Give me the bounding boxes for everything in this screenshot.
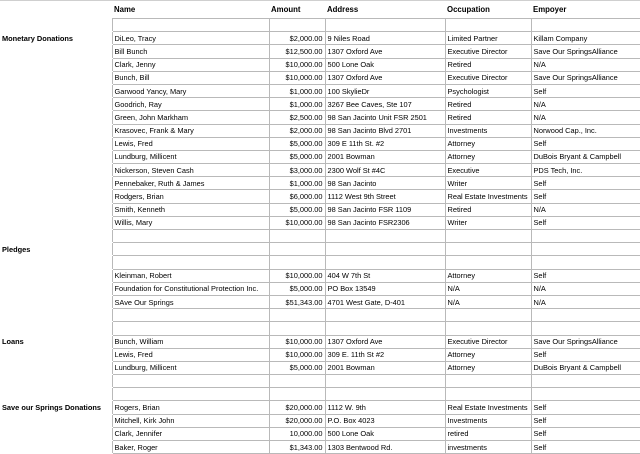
table-row bbox=[0, 71, 640, 84]
cell-employer[interactable]: PDS Tech, Inc. bbox=[531, 164, 640, 177]
cell-address[interactable]: 98 San Jacinto Unit FSR 2501 bbox=[325, 111, 445, 124]
cell-occupation[interactable]: Investments bbox=[445, 124, 531, 137]
cell-name[interactable]: Bunch, Bill bbox=[112, 71, 269, 84]
table-row bbox=[0, 348, 640, 361]
cell-amount[interactable]: $20,000.00 bbox=[269, 401, 325, 414]
cell-amount[interactable]: $51,343.00 bbox=[269, 295, 325, 308]
cell-amount[interactable] bbox=[269, 309, 325, 322]
cell-occupation[interactable]: Real Estate Investments bbox=[445, 401, 531, 414]
cell-occupation[interactable]: Executive Director bbox=[445, 335, 531, 348]
cell-employer[interactable] bbox=[531, 322, 640, 335]
table-row bbox=[0, 441, 640, 454]
table-row bbox=[0, 269, 640, 282]
cell-amount[interactable]: $10,000.00 bbox=[269, 335, 325, 348]
header-employer[interactable]: Empoyer bbox=[533, 4, 567, 14]
cell-section[interactable] bbox=[0, 137, 112, 150]
cell-address[interactable] bbox=[325, 322, 445, 335]
cell-employer[interactable]: Self bbox=[531, 84, 640, 97]
cell-section[interactable] bbox=[0, 177, 112, 190]
cell-address[interactable] bbox=[325, 375, 445, 388]
table-row bbox=[0, 150, 640, 163]
cell-address[interactable]: 309 E. 11th St #2 bbox=[325, 348, 445, 361]
table-row bbox=[0, 203, 640, 216]
table-row bbox=[0, 414, 640, 427]
cell-occupation[interactable]: Attorney bbox=[445, 137, 531, 150]
cell-name[interactable]: Pennebaker, Ruth & James bbox=[112, 177, 269, 190]
table-row bbox=[0, 32, 640, 45]
cell-section[interactable]: Pledges bbox=[0, 243, 112, 256]
cell-section[interactable] bbox=[0, 164, 112, 177]
cell-occupation[interactable]: Executive Director bbox=[445, 45, 531, 58]
cell-employer[interactable]: Self bbox=[531, 441, 640, 454]
cell-name[interactable]: Lundburg, Millicent bbox=[112, 150, 269, 163]
table-row bbox=[0, 388, 640, 401]
cell-amount[interactable]: $12,500.00 bbox=[269, 45, 325, 58]
cell-occupation[interactable]: Writer bbox=[445, 177, 531, 190]
cell-section[interactable] bbox=[0, 322, 112, 335]
cell-occupation[interactable] bbox=[445, 375, 531, 388]
cell-section[interactable] bbox=[0, 203, 112, 216]
cell-name[interactable]: Clark, Jennifer bbox=[112, 427, 269, 440]
cell-occupation[interactable]: Retired bbox=[445, 58, 531, 71]
cell-section[interactable] bbox=[0, 58, 112, 71]
cell-employer[interactable] bbox=[531, 256, 640, 269]
table-row bbox=[0, 190, 640, 203]
cell-section[interactable] bbox=[0, 124, 112, 137]
cell-employer[interactable] bbox=[531, 309, 640, 322]
table-row bbox=[0, 309, 640, 322]
cell-name[interactable]: Smith, Kenneth bbox=[112, 203, 269, 216]
table-row bbox=[0, 45, 640, 58]
cell-name[interactable]: Lundburg, Millicent bbox=[112, 361, 269, 374]
cell-amount[interactable]: $5,000.00 bbox=[269, 137, 325, 150]
header-section bbox=[0, 0, 112, 19]
cell-address[interactable]: 1307 Oxford Ave bbox=[325, 335, 445, 348]
cell-name[interactable] bbox=[112, 243, 269, 256]
cell-employer[interactable]: Norwood Cap., Inc. bbox=[531, 124, 640, 137]
cell-amount[interactable] bbox=[269, 322, 325, 335]
cell-name[interactable]: Nickerson, Steven Cash bbox=[112, 164, 269, 177]
cell-occupation[interactable]: investments bbox=[445, 441, 531, 454]
cell-address[interactable]: 500 Lone Oak bbox=[325, 58, 445, 71]
cell-name[interactable]: Rodgers, Brian bbox=[112, 190, 269, 203]
cell-amount[interactable]: $1,343.00 bbox=[269, 441, 325, 454]
cell-address[interactable] bbox=[325, 243, 445, 256]
cell-amount[interactable] bbox=[269, 375, 325, 388]
cell-address[interactable]: P.O. Box 4023 bbox=[325, 414, 445, 427]
cell-employer[interactable]: Self bbox=[531, 190, 640, 203]
cell-occupation[interactable] bbox=[445, 256, 531, 269]
cell-section[interactable] bbox=[0, 427, 112, 440]
cell-occupation[interactable]: Real Estate Investments bbox=[445, 190, 531, 203]
cell-occupation[interactable]: Investments bbox=[445, 414, 531, 427]
cell-name[interactable]: Clark, Jenny bbox=[112, 58, 269, 71]
table-body bbox=[0, 19, 640, 454]
cell-employer[interactable]: Killam Company bbox=[531, 32, 640, 45]
cell-occupation[interactable]: Limited Partner bbox=[445, 32, 531, 45]
cell-address[interactable]: 309 E 11th St. #2 bbox=[325, 137, 445, 150]
cell-section[interactable] bbox=[0, 295, 112, 308]
cell-name[interactable]: Kleinman, Robert bbox=[112, 269, 269, 282]
header-occupation[interactable]: Occupation bbox=[447, 4, 490, 14]
table-row bbox=[0, 84, 640, 97]
cell-amount[interactable]: $10,000.00 bbox=[269, 71, 325, 84]
cell-employer[interactable] bbox=[531, 243, 640, 256]
cell-employer[interactable]: N/A bbox=[531, 203, 640, 216]
cell-name[interactable]: Rogers, Brian bbox=[112, 401, 269, 414]
cell-employer[interactable] bbox=[531, 19, 640, 32]
cell-address[interactable]: 3267 Bee Caves, Ste 107 bbox=[325, 98, 445, 111]
cell-employer[interactable]: Self bbox=[531, 427, 640, 440]
table-row bbox=[0, 427, 640, 440]
cell-employer[interactable]: Self bbox=[531, 137, 640, 150]
cell-section[interactable] bbox=[0, 441, 112, 454]
table-row bbox=[0, 401, 640, 414]
cell-section[interactable] bbox=[0, 150, 112, 163]
cell-section[interactable] bbox=[0, 309, 112, 322]
cell-employer[interactable] bbox=[531, 230, 640, 243]
cell-address[interactable]: 4701 West Gate, D-401 bbox=[325, 295, 445, 308]
cell-name[interactable] bbox=[112, 309, 269, 322]
cell-section[interactable] bbox=[0, 388, 112, 401]
table-row bbox=[0, 98, 640, 111]
cell-section[interactable] bbox=[0, 348, 112, 361]
cell-occupation[interactable]: N/A bbox=[445, 295, 531, 308]
cell-amount[interactable]: $10,000.00 bbox=[269, 348, 325, 361]
cell-address[interactable]: 404 W 7th St bbox=[325, 269, 445, 282]
cell-address[interactable]: 2001 Bowman bbox=[325, 150, 445, 163]
cell-occupation[interactable]: retired bbox=[445, 427, 531, 440]
cell-address[interactable]: 1112 West 9th Street bbox=[325, 190, 445, 203]
cell-amount[interactable]: $1,000.00 bbox=[269, 98, 325, 111]
cell-employer[interactable]: Self bbox=[531, 401, 640, 414]
cell-employer[interactable]: N/A bbox=[531, 98, 640, 111]
cell-employer[interactable]: N/A bbox=[531, 295, 640, 308]
cell-address[interactable]: 98 San Jacinto FSR 1109 bbox=[325, 203, 445, 216]
cell-name[interactable]: Foundation for Constitutional Protection Inc. bbox=[112, 282, 269, 295]
cell-address[interactable]: 1307 Oxford Ave bbox=[325, 45, 445, 58]
cell-amount[interactable] bbox=[269, 388, 325, 401]
cell-amount[interactable]: $5,000.00 bbox=[269, 203, 325, 216]
cell-occupation[interactable]: Attorney bbox=[445, 361, 531, 374]
cell-address[interactable]: 1307 Oxford Ave bbox=[325, 71, 445, 84]
table-row bbox=[0, 322, 640, 335]
cell-amount[interactable]: $10,000.00 bbox=[269, 58, 325, 71]
cell-amount[interactable]: $5,000.00 bbox=[269, 361, 325, 374]
cell-name[interactable] bbox=[112, 256, 269, 269]
cell-employer[interactable]: N/A bbox=[531, 282, 640, 295]
cell-address[interactable] bbox=[325, 309, 445, 322]
cell-occupation[interactable] bbox=[445, 309, 531, 322]
cell-amount[interactable]: $5,000.00 bbox=[269, 282, 325, 295]
cell-employer[interactable]: N/A bbox=[531, 111, 640, 124]
cell-amount[interactable] bbox=[269, 230, 325, 243]
cell-employer[interactable]: DuBois Bryant & Campbell bbox=[531, 150, 640, 163]
cell-occupation[interactable]: Attorney bbox=[445, 348, 531, 361]
cell-name[interactable] bbox=[112, 19, 269, 32]
cell-employer[interactable]: Save Our SpringsAlliance bbox=[531, 45, 640, 58]
cell-amount[interactable]: 10,000.00 bbox=[269, 427, 325, 440]
table-row bbox=[0, 177, 640, 190]
cell-name[interactable]: Lewis, Fred bbox=[112, 137, 269, 150]
cell-employer[interactable]: N/A bbox=[531, 58, 640, 71]
cell-name[interactable]: Baker, Roger bbox=[112, 441, 269, 454]
cell-section[interactable] bbox=[0, 111, 112, 124]
cell-address[interactable] bbox=[325, 388, 445, 401]
cell-section[interactable] bbox=[0, 71, 112, 84]
cell-employer[interactable]: Self bbox=[531, 216, 640, 229]
cell-amount[interactable]: $5,000.00 bbox=[269, 150, 325, 163]
cell-address[interactable]: 2001 Bowman bbox=[325, 361, 445, 374]
cell-occupation[interactable]: Retired bbox=[445, 98, 531, 111]
cell-name[interactable]: SAve Our Springs bbox=[112, 295, 269, 308]
cell-amount[interactable]: $10,000.00 bbox=[269, 216, 325, 229]
cell-section[interactable] bbox=[0, 414, 112, 427]
cell-name[interactable]: Green, John Markham bbox=[112, 111, 269, 124]
cell-section[interactable] bbox=[0, 45, 112, 58]
cell-section[interactable] bbox=[0, 216, 112, 229]
cell-address[interactable]: 1112 W. 9th bbox=[325, 401, 445, 414]
cell-amount[interactable]: $3,000.00 bbox=[269, 164, 325, 177]
header-address[interactable]: Address bbox=[327, 4, 359, 14]
cell-section[interactable] bbox=[0, 361, 112, 374]
cell-address[interactable]: 98 San Jacinto FSR2306 bbox=[325, 216, 445, 229]
cell-name[interactable]: Bunch, William bbox=[112, 335, 269, 348]
cell-section[interactable] bbox=[0, 98, 112, 111]
cell-address[interactable]: 100 SkylieDr bbox=[325, 84, 445, 97]
cell-name[interactable] bbox=[112, 388, 269, 401]
table-row bbox=[0, 335, 640, 348]
cell-occupation[interactable]: Attorney bbox=[445, 150, 531, 163]
cell-occupation[interactable] bbox=[445, 230, 531, 243]
table-row bbox=[0, 256, 640, 269]
cell-name[interactable]: Bill Bunch bbox=[112, 45, 269, 58]
table-row bbox=[0, 19, 640, 32]
table-row bbox=[0, 111, 640, 124]
cell-employer[interactable]: Save Our SpringsAlliance bbox=[531, 71, 640, 84]
table-row bbox=[0, 164, 640, 177]
cell-employer[interactable] bbox=[531, 375, 640, 388]
cell-occupation[interactable] bbox=[445, 243, 531, 256]
cell-occupation[interactable]: Executive Director bbox=[445, 71, 531, 84]
cell-name[interactable] bbox=[112, 230, 269, 243]
cell-section[interactable] bbox=[0, 269, 112, 282]
cell-name[interactable]: Krasovec, Frank & Mary bbox=[112, 124, 269, 137]
cell-name[interactable]: DiLeo, Tracy bbox=[112, 32, 269, 45]
table-row bbox=[0, 58, 640, 71]
cell-address[interactable]: 98 San Jacinto Blvd 2701 bbox=[325, 124, 445, 137]
table-row bbox=[0, 375, 640, 388]
cell-occupation[interactable]: N/A bbox=[445, 282, 531, 295]
cell-address[interactable]: 1303 Bentwood Rd. bbox=[325, 441, 445, 454]
cell-section[interactable] bbox=[0, 375, 112, 388]
cell-address[interactable] bbox=[325, 230, 445, 243]
cell-address[interactable] bbox=[325, 19, 445, 32]
cell-section[interactable] bbox=[0, 230, 112, 243]
table-row bbox=[0, 361, 640, 374]
header-name[interactable]: Name bbox=[114, 4, 136, 14]
cell-amount[interactable]: $2,000.00 bbox=[269, 124, 325, 137]
cell-section[interactable] bbox=[0, 282, 112, 295]
cell-name[interactable]: Willis, Mary bbox=[112, 216, 269, 229]
cell-occupation[interactable] bbox=[445, 388, 531, 401]
header-row bbox=[0, 0, 640, 19]
cell-address[interactable] bbox=[325, 256, 445, 269]
cell-section[interactable]: Loans bbox=[0, 335, 112, 348]
cell-section[interactable] bbox=[0, 84, 112, 97]
cell-section[interactable] bbox=[0, 190, 112, 203]
table-row bbox=[0, 295, 640, 308]
cell-name[interactable]: Goodrich, Ray bbox=[112, 98, 269, 111]
table-row bbox=[0, 124, 640, 137]
cell-amount[interactable]: $2,000.00 bbox=[269, 32, 325, 45]
cell-occupation[interactable]: Attorney bbox=[445, 269, 531, 282]
table-row bbox=[0, 282, 640, 295]
cell-amount[interactable]: $6,000.00 bbox=[269, 190, 325, 203]
cell-name[interactable]: Garwood Yancy, Mary bbox=[112, 84, 269, 97]
cell-employer[interactable]: Save Our SpringsAlliance bbox=[531, 335, 640, 348]
cell-name[interactable]: Lewis, Fred bbox=[112, 348, 269, 361]
cell-employer[interactable]: DuBois Bryant & Campbell bbox=[531, 361, 640, 374]
cell-section[interactable]: Save our Springs Donations bbox=[0, 401, 112, 414]
table-row bbox=[0, 216, 640, 229]
cell-address[interactable]: PO Box 13549 bbox=[325, 282, 445, 295]
cell-occupation[interactable] bbox=[445, 322, 531, 335]
cell-address[interactable]: 500 Lone Oak bbox=[325, 427, 445, 440]
table-row bbox=[0, 137, 640, 150]
cell-occupation[interactable]: Retired bbox=[445, 203, 531, 216]
table-row bbox=[0, 243, 640, 256]
cell-name[interactable] bbox=[112, 375, 269, 388]
cell-name[interactable] bbox=[112, 322, 269, 335]
cell-name[interactable]: Mitchell, Kirk John bbox=[112, 414, 269, 427]
cell-amount[interactable] bbox=[269, 256, 325, 269]
cell-employer[interactable]: Self bbox=[531, 177, 640, 190]
table-row bbox=[0, 230, 640, 243]
cell-amount[interactable]: $1,000.00 bbox=[269, 177, 325, 190]
cell-employer[interactable]: Self bbox=[531, 348, 640, 361]
cell-amount[interactable]: $2,500.00 bbox=[269, 111, 325, 124]
cell-amount[interactable] bbox=[269, 19, 325, 32]
cell-occupation[interactable]: Psychologist bbox=[445, 84, 531, 97]
cell-amount[interactable]: $1,000.00 bbox=[269, 84, 325, 97]
cell-occupation[interactable]: Writer bbox=[445, 216, 531, 229]
cell-address[interactable]: 2300 Wolf St #4C bbox=[325, 164, 445, 177]
cell-section[interactable] bbox=[0, 256, 112, 269]
cell-occupation[interactable]: Retired bbox=[445, 111, 531, 124]
cell-amount[interactable]: $20,000.00 bbox=[269, 414, 325, 427]
cell-section[interactable] bbox=[0, 19, 112, 32]
cell-address[interactable]: 98 San Jacinto bbox=[325, 177, 445, 190]
cell-employer[interactable]: Self bbox=[531, 269, 640, 282]
cell-address[interactable]: 9 Niles Road bbox=[325, 32, 445, 45]
cell-amount[interactable]: $10,000.00 bbox=[269, 269, 325, 282]
cell-employer[interactable]: Self bbox=[531, 414, 640, 427]
cell-employer[interactable] bbox=[531, 388, 640, 401]
cell-amount[interactable] bbox=[269, 243, 325, 256]
cell-section[interactable]: Monetary Donations bbox=[0, 32, 112, 45]
header-amount[interactable]: Amount bbox=[271, 4, 301, 14]
cell-occupation[interactable]: Executive bbox=[445, 164, 531, 177]
cell-occupation[interactable] bbox=[445, 19, 531, 32]
